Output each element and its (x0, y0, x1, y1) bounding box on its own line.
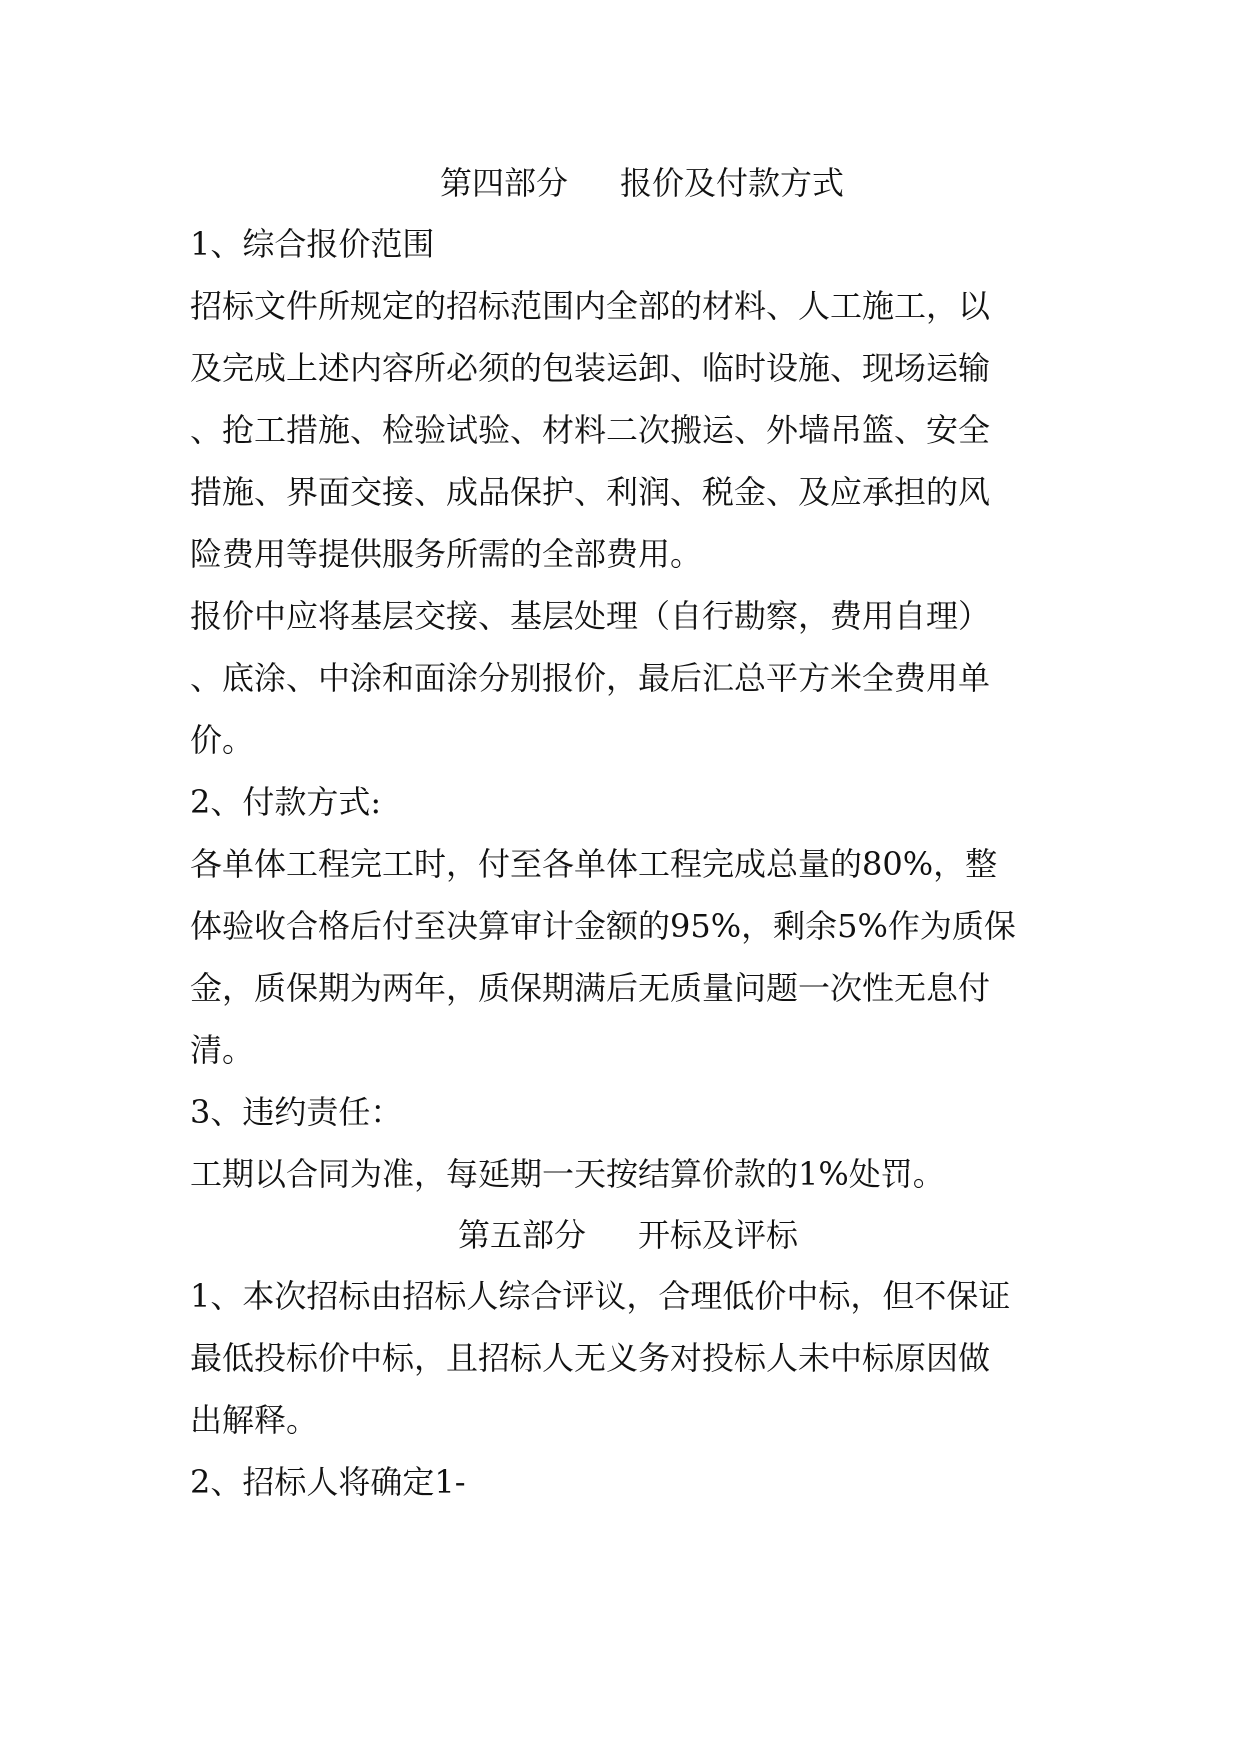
section-title: 开标及评标 (638, 1216, 799, 1254)
paragraph-line: 险费用等提供服务所需的全部费用。 (190, 535, 703, 573)
section-title: 报价及付款方式 (620, 164, 845, 202)
paragraph-line: 金，质保期为两年，质保期满后无质量问题一次性无息付 (190, 969, 991, 1007)
paragraph-line: 最低投标价中标，且招标人无义务对投标人未中标原因做 (190, 1339, 991, 1377)
paragraph-line: 招标文件所规定的招标范围内全部的材料、人工施工，以 (190, 287, 991, 325)
paragraph-line: 价。 (190, 721, 255, 759)
section-heading-part5 (206, 1205, 1050, 1265)
section-number: 第四部分 (439, 164, 568, 202)
section-number: 第五部分 (457, 1216, 586, 1254)
section-heading-part4 (234, 153, 1050, 213)
paragraph-line: 及完成上述内容所必须的包装运卸、临时设施、现场运输 (190, 349, 991, 387)
paragraph-line: 1、本次招标由招标人综合评议，合理低价中标，但不保证 (190, 1277, 1011, 1315)
paragraph-line: 出解释。 (190, 1401, 319, 1439)
paragraph-line: 报价中应将基层交接、基层处理（自行勘察，费用自理） (190, 597, 991, 635)
paragraph-line: 体验收合格后付至决算审计金额的95%，剩余5%作为质保 (190, 907, 1016, 945)
document-content (190, 153, 1050, 1513)
paragraph-line: 工期以合同为准，每延期一天按结算价款的1%处罚。 (190, 1155, 945, 1193)
paragraph-line: 2、招标人将确定1- (190, 1463, 466, 1501)
paragraph-line: 3、违约责任： (190, 1093, 403, 1131)
paragraph-line: 、底涂、中涂和面涂分别报价，最后汇总平方米全费用单 (190, 659, 991, 697)
paragraph-line: 1、综合报价范围 (190, 225, 435, 263)
paragraph-line: 清。 (190, 1031, 255, 1069)
paragraph-line: 、抢工措施、检验试验、材料二次搬运、外墙吊篮、安全 (190, 411, 991, 449)
paragraph-line: 措施、界面交接、成品保护、利润、税金、及应承担的风 (190, 473, 991, 511)
paragraph-line: 各单体工程完工时，付至各单体工程完成总量的80%，整 (190, 845, 998, 883)
paragraph-line: 2、付款方式: (190, 783, 382, 821)
